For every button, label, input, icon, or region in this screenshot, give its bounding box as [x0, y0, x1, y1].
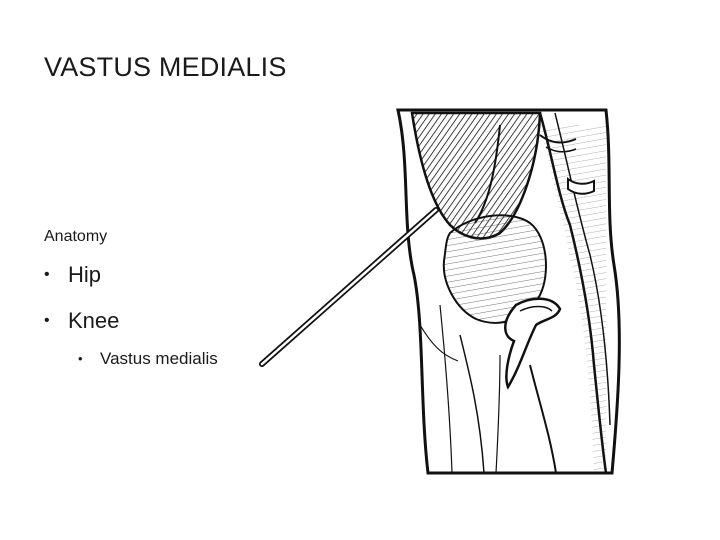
sub-bullet-item-vastus-medialis: [78, 348, 218, 370]
slide-subtitle: Anatomy: [44, 228, 108, 245]
bullet-label: Knee: [68, 308, 120, 333]
bullet-dot: •: [44, 266, 50, 283]
sub-bullet-dot: •: [78, 351, 83, 366]
knee-anatomy-illustration-icon: [380, 105, 650, 480]
bullet-item-knee: [44, 308, 218, 334]
bullet-list: [44, 262, 218, 370]
slide-title: VASTUS MEDIALIS: [44, 52, 287, 82]
bullet-label: Hip: [68, 262, 102, 287]
bullet-dot: •: [44, 312, 50, 329]
sub-bullet-label: Vastus medialis: [100, 349, 218, 368]
bullet-item-hip: [44, 262, 218, 288]
